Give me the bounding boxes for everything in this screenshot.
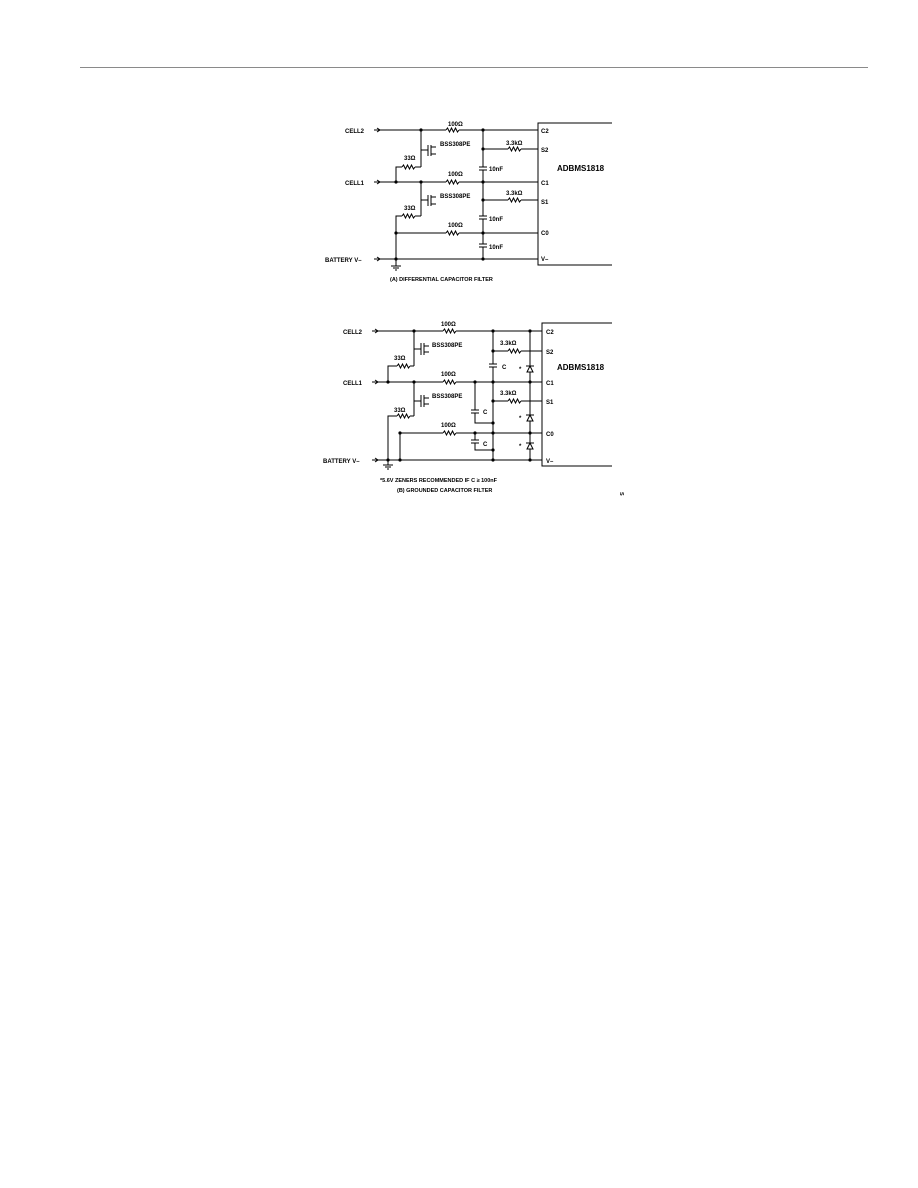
label-b-r33k-mid: 3.3kΩ — [500, 391, 517, 397]
resistor-icon — [508, 349, 521, 353]
mosfet-icon — [414, 382, 429, 416]
chip-a-name: ADBMS1818 — [557, 164, 605, 173]
resistor-icon — [397, 414, 410, 418]
resistor-icon — [446, 128, 459, 132]
resistor-icon — [508, 147, 521, 151]
capacitor-icon — [471, 433, 493, 450]
label-a-cap-bot: 10nF — [489, 245, 504, 251]
label-a-r33-top: 33Ω — [404, 156, 416, 162]
figure-b-grounded-filter — [323, 322, 612, 494]
label-b-r100-top: 100Ω — [441, 322, 456, 328]
label-a-mosfet-top: BSS308PE — [440, 142, 471, 148]
resistor-icon — [443, 431, 456, 435]
zener-icon — [526, 331, 534, 382]
arrow-icon — [372, 329, 378, 333]
label-b-r100-mid: 100Ω — [441, 372, 456, 378]
label-b-r33-bot: 33Ω — [394, 408, 406, 414]
input-a-cell1: CELL1 — [345, 181, 365, 187]
caption-a: (A) DIFFERENTIAL CAPACITOR FILTER — [390, 277, 493, 283]
label-a-r100-bot: 100Ω — [448, 223, 463, 229]
zener-icon — [526, 382, 534, 433]
label-a-r100-top: 100Ω — [448, 122, 463, 128]
chip-b-outline — [542, 323, 612, 466]
pin-b-c0: C0 — [546, 432, 554, 438]
label-b-mosfet-top: BSS308PE — [432, 343, 463, 349]
arrow-icon — [374, 128, 380, 132]
note-b-zener: *5.6V ZENERS RECOMMENDED IF C ≥ 100nF — [380, 478, 498, 484]
pin-a-vminus: V– — [541, 257, 549, 263]
capacitor-icon — [479, 200, 487, 233]
label-b-cap-mid: C — [483, 410, 488, 416]
arrow-icon — [372, 458, 378, 462]
label-a-r100-mid: 100Ω — [448, 172, 463, 178]
mosfet-icon — [414, 331, 429, 366]
caption-b: (B) GROUNDED CAPACITOR FILTER — [397, 488, 493, 494]
arrow-icon — [372, 380, 378, 384]
capacitor-icon — [479, 233, 487, 259]
side-mark: S — [618, 492, 624, 496]
zener-mark-bot: * — [519, 444, 522, 450]
resistor-icon — [508, 399, 521, 403]
pin-b-s1: S1 — [546, 400, 554, 406]
mosfet-icon — [421, 130, 436, 167]
resistor-icon — [443, 380, 456, 384]
zener-mark-mid: * — [519, 416, 522, 422]
label-a-r33k-mid: 3.3kΩ — [506, 191, 523, 197]
label-a-mosfet-bot: BSS308PE — [440, 194, 471, 200]
label-b-mosfet-bot: BSS308PE — [432, 394, 463, 400]
input-b-battery: BATTERY V– — [323, 459, 360, 465]
input-b-cell1: CELL1 — [343, 381, 363, 387]
label-a-r33-bot: 33Ω — [404, 206, 416, 212]
mosfet-icon — [421, 182, 436, 216]
resistor-icon — [402, 165, 415, 169]
pin-b-c2: C2 — [546, 330, 554, 336]
capacitor-icon — [471, 382, 493, 423]
resistor-icon — [508, 198, 521, 202]
pin-b-c1: C1 — [546, 381, 554, 387]
label-b-cap-top: C — [502, 365, 507, 371]
pin-b-vminus: V– — [546, 459, 554, 465]
arrow-icon — [374, 180, 380, 184]
chip-a-outline — [538, 123, 612, 265]
zener-mark-top: * — [519, 367, 522, 373]
label-b-r100-bot: 100Ω — [441, 423, 456, 429]
input-b-cell2: CELL2 — [343, 330, 363, 336]
resistor-icon — [397, 364, 410, 368]
capacitor-icon — [489, 351, 497, 382]
zener-icon — [526, 433, 534, 460]
resistor-icon — [443, 329, 456, 333]
resistor-icon — [446, 180, 459, 184]
label-b-r33k-top: 3.3kΩ — [500, 341, 517, 347]
capacitor-icon — [479, 149, 487, 182]
label-b-cap-bot: C — [483, 442, 488, 448]
label-a-r33k-top: 3.3kΩ — [506, 141, 523, 147]
input-a-battery: BATTERY V– — [325, 258, 362, 264]
pin-b-s2: S2 — [546, 350, 554, 356]
pin-a-s2: S2 — [541, 148, 549, 154]
label-a-cap-mid: 10nF — [489, 217, 504, 223]
input-a-cell2: CELL2 — [345, 129, 365, 135]
arrow-icon — [374, 257, 380, 261]
ground-icon — [391, 233, 401, 270]
figure-a-differential-filter — [325, 122, 612, 283]
label-a-cap-top: 10nF — [489, 167, 504, 173]
label-b-r33-top: 33Ω — [394, 356, 406, 362]
pin-a-c2: C2 — [541, 129, 549, 135]
resistor-icon — [446, 231, 459, 235]
pin-a-c0: C0 — [541, 231, 549, 237]
pin-a-c1: C1 — [541, 181, 549, 187]
pin-a-s1: S1 — [541, 200, 549, 206]
resistor-icon — [402, 214, 415, 218]
chip-b-name: ADBMS1818 — [557, 363, 605, 372]
